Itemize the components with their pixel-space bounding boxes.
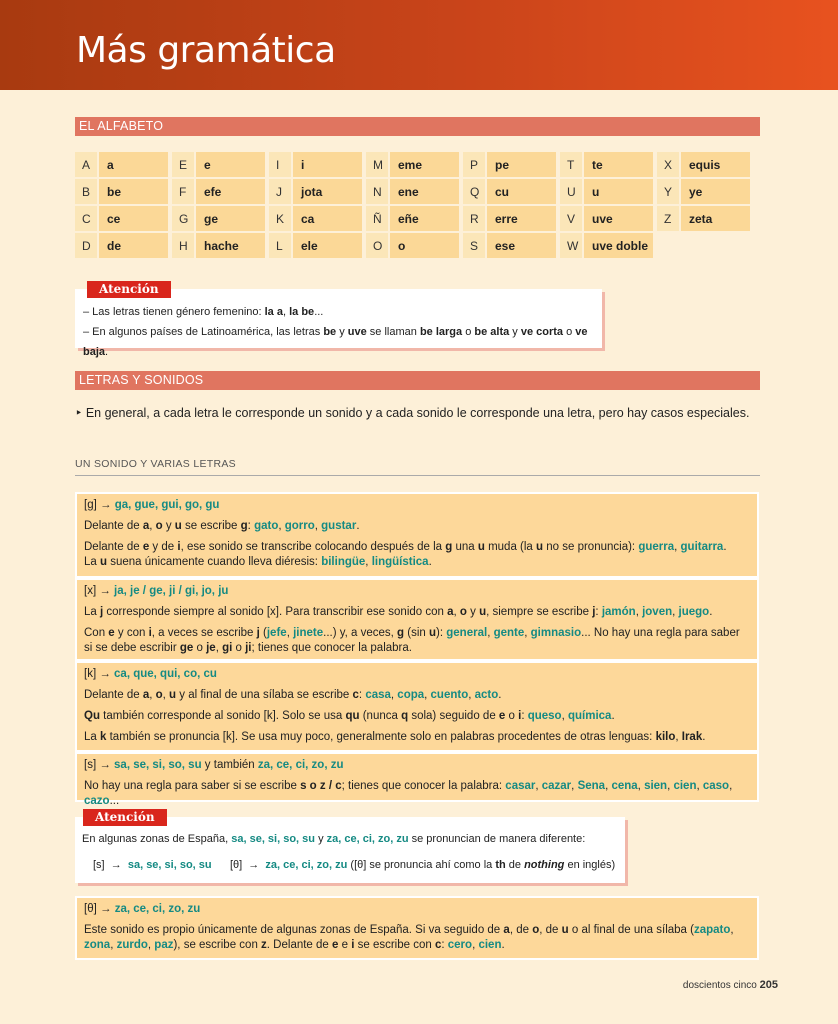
letter: C <box>75 206 99 231</box>
alphabet-table <box>75 152 754 258</box>
section-band-alfabeto: EL ALFABETO <box>75 117 760 136</box>
rule-box-s: [s] → sa, se, si, so, su y también za, ce, ci, zo, zu No hay una regla para saber si se escribe s o z / c; tienes que conocer la palabra: casar, cazar, Sena, cena, sien, cien, caso, cazo... <box>75 752 759 802</box>
attention-note-zones <box>75 810 625 883</box>
letter-name: de <box>99 233 170 258</box>
rule-box-x: [x] → ja, je / ge, ji / gi, jo, ju La j corresponde siempre al sonido [x]. Para transcribir ese sonido con a, o y u, siempre se escribe j: jamón, joven, juego. Con e y con i, a veces se escribe j (jefe, jinete...) y, a veces, g (sin u): general, gente, gimnasio... No hay una regla para saber si se debe escribir ge o je, gi o ji; tienes que conocer la palabra. <box>75 578 759 661</box>
letter: R <box>463 206 487 231</box>
section-band-letras: LETRAS Y SONIDOS <box>75 371 760 390</box>
letter-name: jota <box>293 179 364 204</box>
rule-box-g: [g] → ga, gue, gui, go, gu Delante de a, o y u se escribe g: gato, gorro, gustar. Delante de e y de i, ese sonido se transcribe colocando después de la g una u muda (la u no se pronuncia): guerra, guitarra. La u suena únicamente cuando lleva diéresis: bilingüe, lingüística. <box>75 492 759 578</box>
alphabet-cell <box>463 179 560 204</box>
letter: I <box>269 152 293 177</box>
alphabet-cell <box>657 206 754 231</box>
letter-name: efe <box>196 179 267 204</box>
letter: Z <box>657 206 681 231</box>
intro-text: ‣ En general, a cada letra le corresponde un sonido y a cada sonido le corresponde una letra, pero hay casos especiales. <box>75 406 750 420</box>
note-line: – En algunos países de Latinoamérica, las letras be y uve se llaman be larga o be alta y ve corta o ve baja. <box>83 326 588 358</box>
letter: Q <box>463 179 487 204</box>
letter: F <box>172 179 196 204</box>
alphabet-cell <box>560 152 657 177</box>
letter-name: uve doble <box>584 233 655 258</box>
letter: G <box>172 206 196 231</box>
letter-name: pe <box>487 152 558 177</box>
page-title: Más gramática <box>76 30 336 71</box>
alphabet-cell <box>463 206 560 231</box>
letter: W <box>560 233 584 258</box>
alphabet-cell <box>463 152 560 177</box>
alphabet-cell <box>366 206 463 231</box>
letter-name: a <box>99 152 170 177</box>
alphabet-cell <box>560 179 657 204</box>
letter-name: ene <box>390 179 461 204</box>
alphabet-cell <box>269 152 366 177</box>
letter: P <box>463 152 487 177</box>
alphabet-cell <box>560 233 657 258</box>
alphabet-cell <box>657 152 754 177</box>
alphabet-cell <box>560 206 657 231</box>
letter: M <box>366 152 390 177</box>
alphabet-cell <box>75 179 172 204</box>
letter: U <box>560 179 584 204</box>
letter-name: ese <box>487 233 558 258</box>
letter-name: eme <box>390 152 461 177</box>
alphabet-cell <box>75 152 172 177</box>
letter-name: ge <box>196 206 267 231</box>
rule-box-theta: [θ] → za, ce, ci, zo, zu Este sonido es propio únicamente de algunas zonas de España. Si va seguido de a, de o, de u o al final de una sílaba (zapato, zona, zurdo, paz), se escribe con z. Delante de e e i se escribe con c: cero, cien. <box>75 896 759 960</box>
letter: T <box>560 152 584 177</box>
letter: B <box>75 179 99 204</box>
letter-name: uve <box>584 206 655 231</box>
alphabet-cell <box>172 206 269 231</box>
alphabet-cell <box>269 233 366 258</box>
attention-tag: Atención <box>83 809 167 826</box>
alphabet-cell <box>172 233 269 258</box>
letter-name: i <box>293 152 364 177</box>
letter-name: o <box>390 233 461 258</box>
note-line: En algunas zonas de España, sa, se, si, so, su y za, ce, ci, zo, zu se pronuncian de manera diferente: <box>82 833 586 845</box>
letter: A <box>75 152 99 177</box>
letter: L <box>269 233 293 258</box>
letter-name: ce <box>99 206 170 231</box>
letter: Y <box>657 179 681 204</box>
letter-name: erre <box>487 206 558 231</box>
note-line: [s] → sa, se, si, so, su [θ] → za, ce, ci, zo, zu ([θ] se pronuncia ahí como la th de nothing en inglés) <box>93 859 616 871</box>
page-header <box>0 0 838 90</box>
letter: S <box>463 233 487 258</box>
alphabet-cell <box>75 233 172 258</box>
letter-name: eñe <box>390 206 461 231</box>
letter-name: be <box>99 179 170 204</box>
alphabet-cell <box>75 206 172 231</box>
page-footer: doscientos cinco 205 <box>682 979 778 991</box>
letter-name: hache <box>196 233 267 258</box>
attention-tag: Atención <box>87 281 171 298</box>
alphabet-cell <box>172 152 269 177</box>
letter: X <box>657 152 681 177</box>
note-line: – Las letras tienen género femenino: la a, la be... <box>83 306 324 318</box>
alphabet-cell <box>657 179 754 204</box>
letter-name: equis <box>681 152 752 177</box>
alphabet-cell <box>366 233 463 258</box>
letter-name: e <box>196 152 267 177</box>
letter-name: te <box>584 152 655 177</box>
letter: D <box>75 233 99 258</box>
letter-name: ca <box>293 206 364 231</box>
letter: O <box>366 233 390 258</box>
letter: Ñ <box>366 206 390 231</box>
alphabet-cell <box>366 179 463 204</box>
letter: H <box>172 233 196 258</box>
alphabet-cell <box>269 179 366 204</box>
letter: J <box>269 179 293 204</box>
alphabet-cell <box>172 179 269 204</box>
letter-name: cu <box>487 179 558 204</box>
letter: K <box>269 206 293 231</box>
alphabet-cell <box>269 206 366 231</box>
letter-name: ele <box>293 233 364 258</box>
letter-name: zeta <box>681 206 752 231</box>
attention-note-letters <box>75 282 602 358</box>
letter-name: ye <box>681 179 752 204</box>
letter: N <box>366 179 390 204</box>
letter: E <box>172 152 196 177</box>
rule-box-k: [k] → ca, que, qui, co, cu Delante de a, o, u y al final de una sílaba se escribe c: casa, copa, cuento, acto. Qu también corresponde al sonido [k]. Solo se usa qu (nunca q sola) seguido de e o i: queso, química. La k también se pronuncia [k]. Se usa muy poco, generalmente solo en palabras procedentes de otras lenguas: kilo, Irak. <box>75 661 759 752</box>
alphabet-cell <box>463 233 560 258</box>
alphabet-cell <box>366 152 463 177</box>
subheading: UN SONIDO Y VARIAS LETRAS <box>75 458 760 476</box>
letter: V <box>560 206 584 231</box>
letter-name: u <box>584 179 655 204</box>
